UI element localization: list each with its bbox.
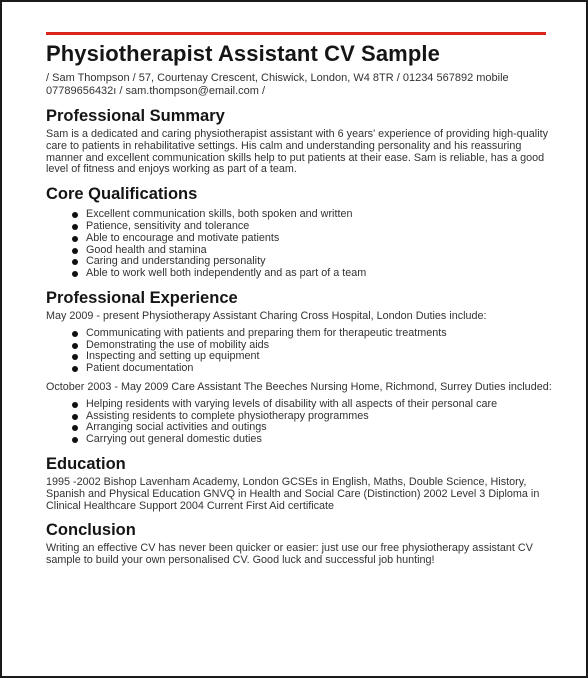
- bullet-icon: [72, 366, 78, 372]
- job-intro-1: May 2009 - present Physiotherapy Assistant Charing Cross Hospital, London Duties include:: [46, 309, 487, 322]
- qualifications-list: [46, 209, 556, 280]
- list-item: Helping residents with varying levels of disability with all aspects of their personal care: [86, 399, 556, 411]
- list-item: Demonstrating the use of mobility aids: [86, 340, 556, 352]
- accent-rule: [46, 32, 546, 35]
- list-item: Excellent communication skills, both spoken and written: [86, 209, 556, 221]
- list-item: Able to encourage and motivate patients: [86, 233, 556, 245]
- bullet-icon: [72, 248, 78, 254]
- list-item: Caring and understanding personality: [86, 256, 556, 268]
- contact-details: / Sam Thompson / 57, Courtenay Crescent, Chiswick, London, W4 8TR / 01234 567892 mobile 07789656432ı / sam.thompson@email.com /: [46, 72, 509, 97]
- bullet-icon: [72, 259, 78, 265]
- bullet-icon: [72, 236, 78, 242]
- experience-heading: Professional Experience: [46, 288, 238, 307]
- bullet-icon: [72, 437, 78, 443]
- conclusion-heading: Conclusion: [46, 521, 136, 540]
- list-item: Assisting residents to complete physiotherapy programmes: [86, 411, 556, 423]
- job-intro-2: October 2003 - May 2009 Care Assistant The Beeches Nursing Home, Richmond, Surrey Duties included:: [46, 380, 552, 393]
- bullet-icon: [72, 331, 78, 337]
- cv-content: [46, 40, 556, 567]
- bullet-icon: [72, 354, 78, 360]
- cv-title: Physiotherapist Assistant CV Sample: [46, 41, 440, 66]
- bullet-icon: [72, 343, 78, 349]
- summary-heading: Professional Summary: [46, 107, 225, 125]
- education-heading: Education: [46, 454, 126, 473]
- bullet-icon: [72, 224, 78, 230]
- list-item: Carrying out general domestic duties: [86, 434, 556, 446]
- bullet-icon: [72, 212, 78, 218]
- list-item: Communicating with patients and preparing them for therapeutic treatments: [86, 328, 556, 340]
- list-item: Arranging social activities and outings: [86, 422, 556, 434]
- bullet-icon: [72, 271, 78, 277]
- bullet-icon: [72, 402, 78, 408]
- qualifications-heading: Core Qualifications: [46, 185, 198, 204]
- list-item: Inspecting and setting up equipment: [86, 351, 556, 363]
- job-duties-1: [46, 328, 556, 375]
- list-item: Good health and stamina: [86, 245, 556, 257]
- job-duties-2: [46, 399, 556, 446]
- list-item: Able to work well both independently and as part of a team: [86, 268, 556, 280]
- list-item: Patient documentation: [86, 363, 556, 375]
- bullet-icon: [72, 414, 78, 420]
- bullet-icon: [72, 425, 78, 431]
- education-text: 1995 -2002 Bishop Lavenham Academy, London GCSEs in English, Maths, Double Science, History, Spanish and Physical Education GNVQ in Health and Social Care (Distinction) 2002 Level 3 Diploma in Clinical Healthcare Support 2004 Current First Aid certificate: [46, 475, 540, 512]
- list-item: Patience, sensitivity and tolerance: [86, 221, 556, 233]
- summary-text: Sam is a dedicated and caring physiotherapist assistant with 6 years' experience of providing high-quality care to patients in rehabilitative settings. His calm and understanding personality and his reassuring manner and excellent communication skills help to put patients at their ease. Sam is reliable, has a good level of fitness and enjoys working as part of a team.: [46, 128, 548, 176]
- conclusion-text: Writing an effective CV has never been quicker or easier: just use our free physiotherapy assistant CV sample to build your own personalised CV. Good luck and successful job hunting!: [46, 542, 533, 567]
